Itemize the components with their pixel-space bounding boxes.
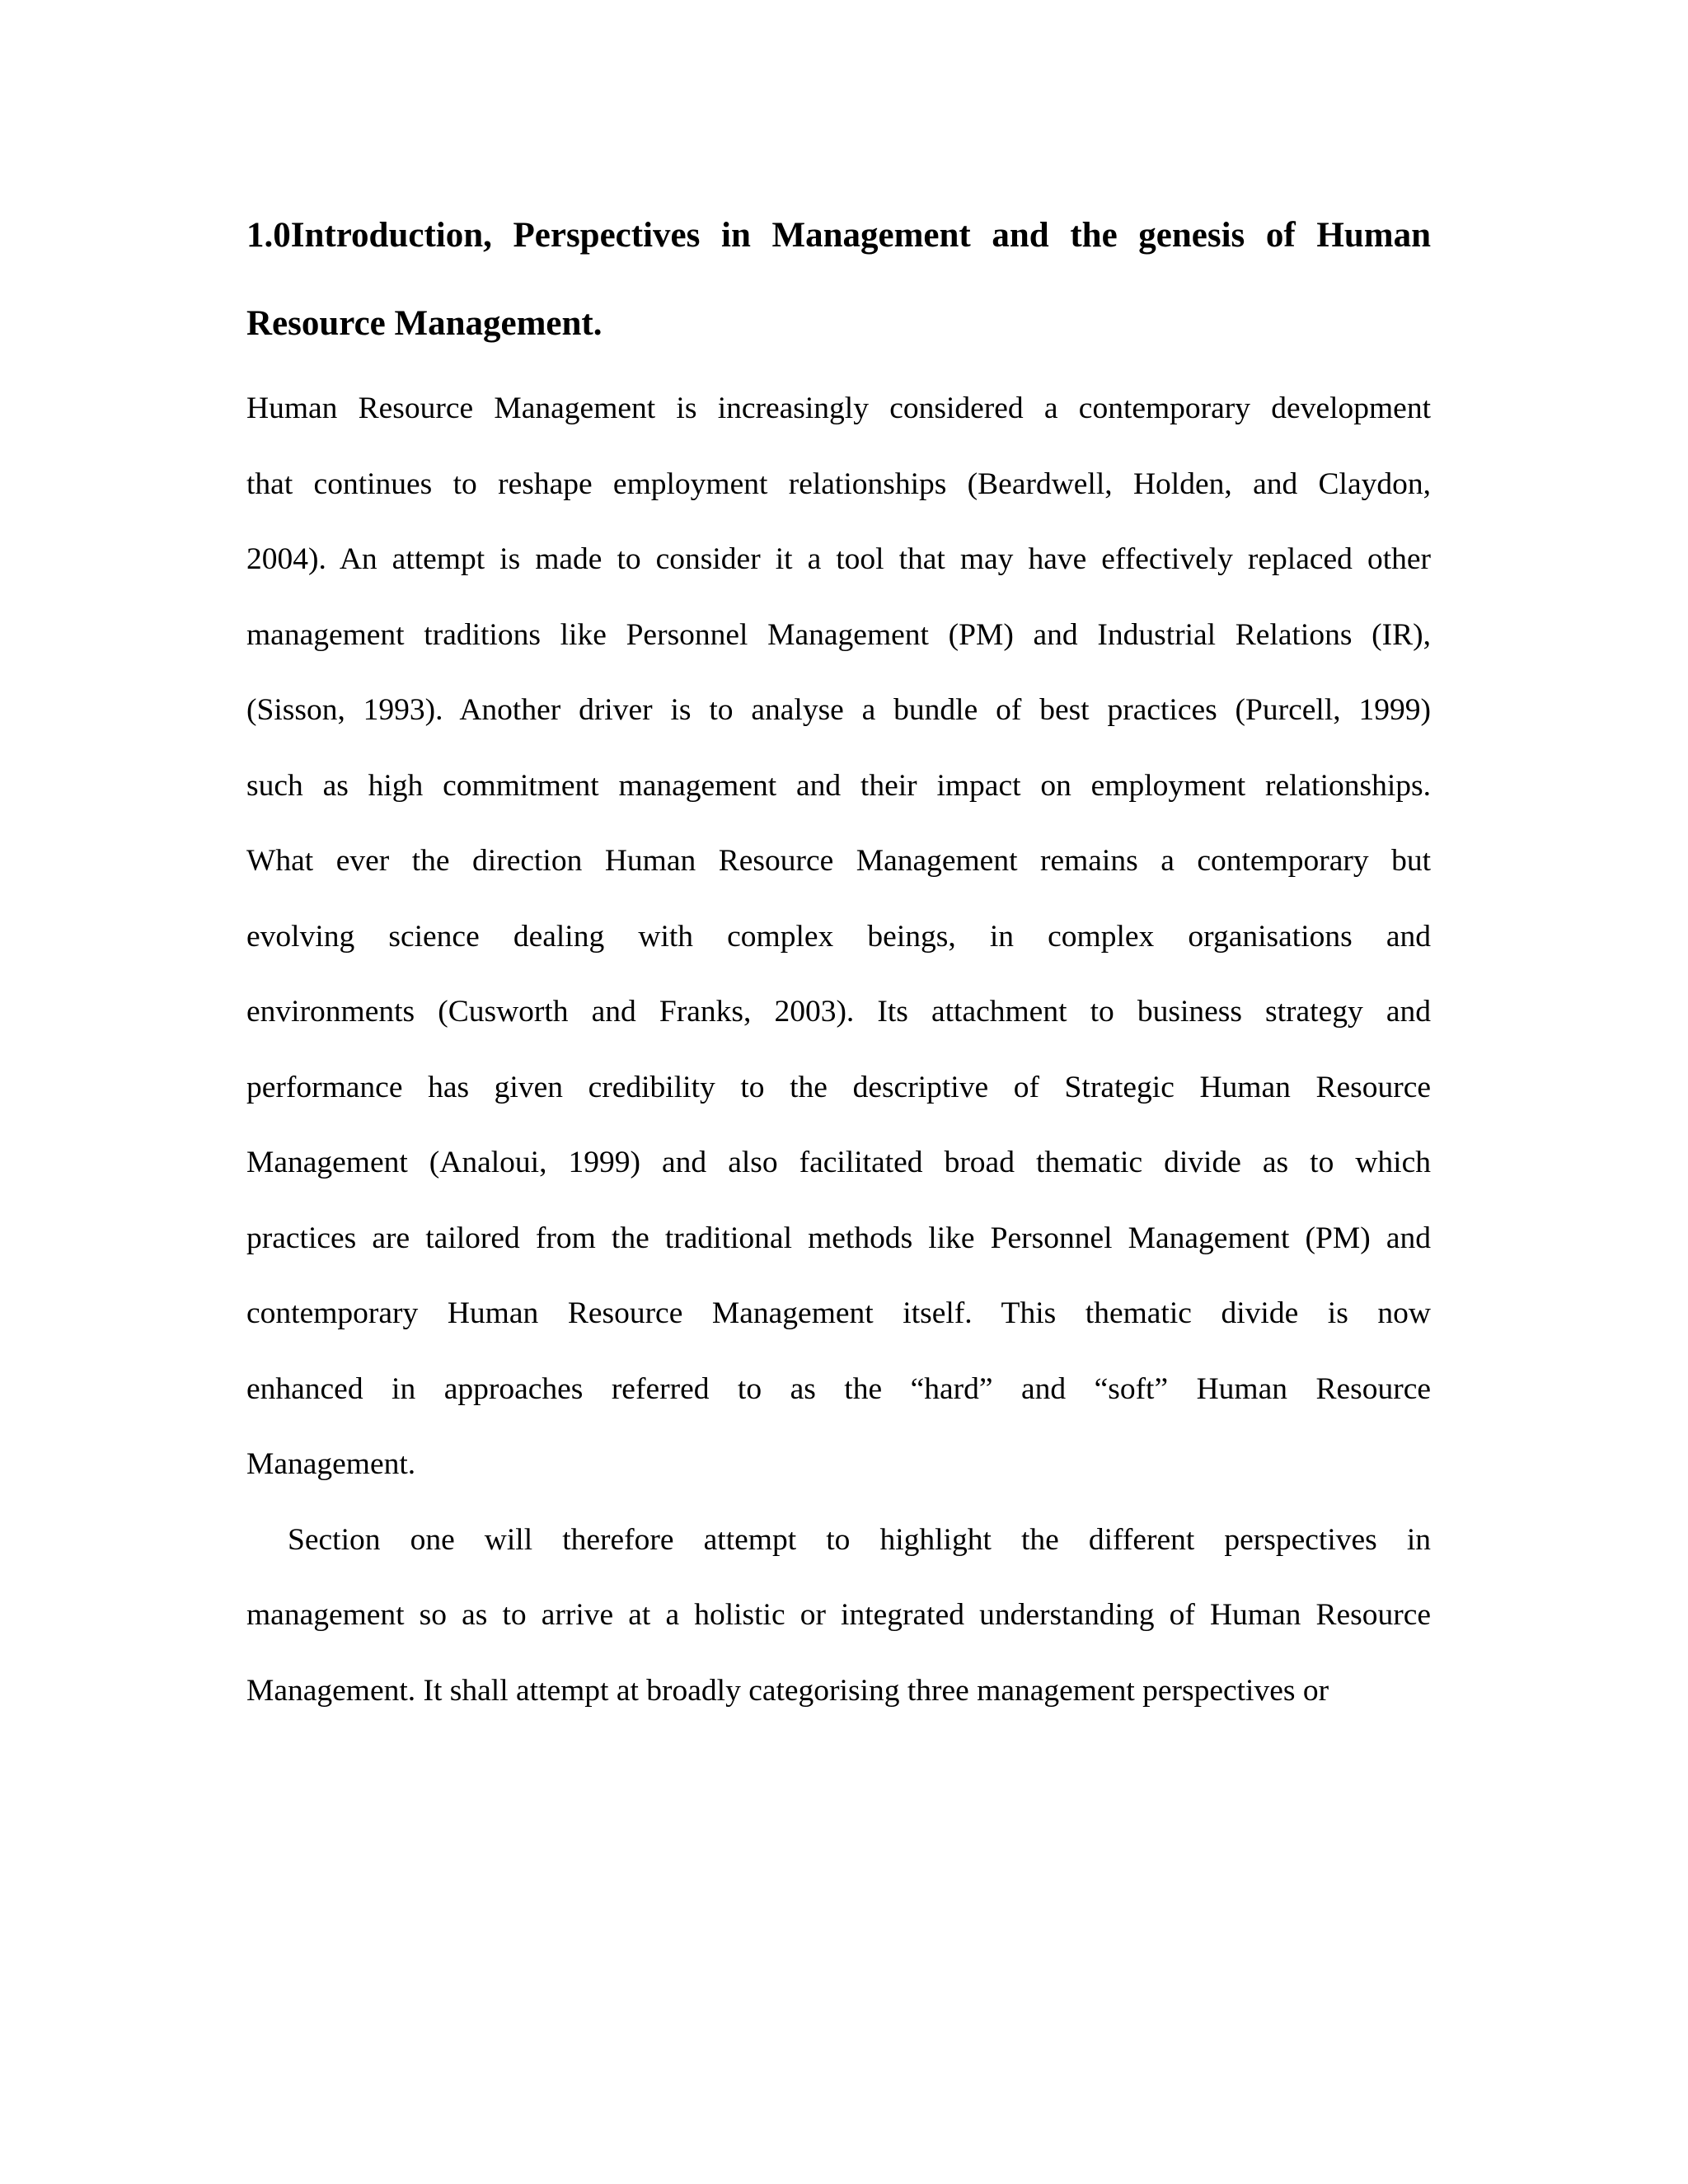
paragraph-line: Management (Analoui, 1999) and also facilitated broad thematic divide as to which [246,1146,1431,1179]
paragraph-line: Management. [246,1447,416,1481]
paragraph-line: management so as to arrive at a holistic or integrated understanding of Human Resource [246,1598,1431,1632]
paragraph-line: performance has given credibility to the descriptive of Strategic Human Resource [246,1070,1431,1104]
paragraph-line: environments (Cusworth and Franks, 2003). Its attachment to business strategy and [246,995,1431,1029]
heading-line-1: 1.0Introduction, Perspectives in Management and the genesis of Human [246,216,1431,255]
paragraph-line: Human Resource Management is increasingly considered a contemporary development [246,391,1431,425]
paragraph-line: (Sisson, 1993). Another driver is to analyse a bundle of best practices (Purcell, 1999) [246,693,1431,727]
paragraph-2 [246,1502,1431,1729]
document-body [246,191,1431,1728]
paragraph-line: contemporary Human Resource Management itself. This thematic divide is now [246,1296,1431,1330]
paragraph-line: evolving science dealing with complex beings, in complex organisations and [246,919,1431,954]
paragraph-line: enhanced in approaches referred to as the “hard” and “soft” Human Resource [246,1371,1431,1406]
paragraph-line: What ever the direction Human Resource Management remains a contemporary but [246,844,1431,878]
paragraph-line: that continues to reshape employment relationships (Beardwell, Holden, and Claydon, [246,466,1431,501]
paragraph-line: practices are tailored from the traditional methods like Personnel Management (PM) and [246,1221,1431,1255]
paragraph-line: Management. It shall attempt at broadly categorising three management perspectives or [246,1673,1329,1708]
paragraph-line: Section one will therefore attempt to highlight the different perspectives in [288,1522,1431,1557]
section-heading [246,191,1431,368]
paragraph-line: such as high commitment management and their impact on employment relationships. [246,768,1431,803]
paragraph-line: management traditions like Personnel Management (PM) and Industrial Relations (IR), [246,617,1431,652]
paragraph-line: 2004). An attempt is made to consider it a tool that may have effectively replaced other [246,542,1431,576]
paragraph-1 [246,371,1431,1502]
heading-line-2: Resource Management. [246,304,603,343]
